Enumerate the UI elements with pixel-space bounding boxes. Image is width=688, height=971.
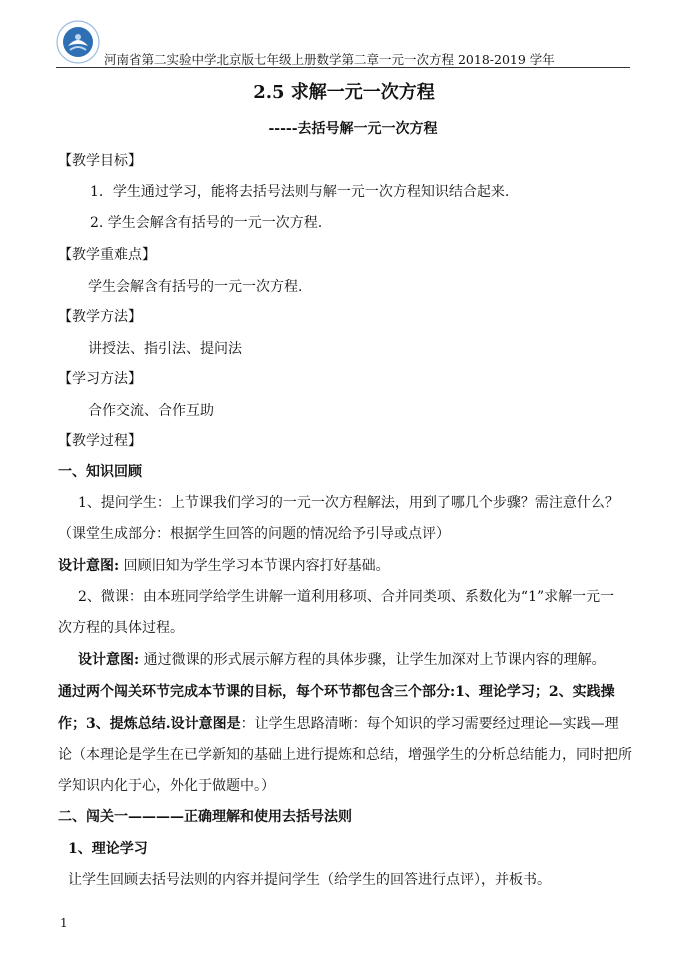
- theory-text: 让学生回顾去括号法则的内容并提问学生（给学生的回答进行点评），并板书。: [68, 872, 551, 888]
- theory-heading: 1、理论学习: [68, 841, 148, 857]
- goal-structure-line-2: [58, 713, 619, 733]
- key-points-heading: 【教学重难点】: [58, 247, 156, 263]
- design-intent-1: [58, 555, 390, 575]
- part2-heading: 二、闯关一————正确理解和使用去括号法则: [58, 809, 352, 825]
- goal-structure-line-1: 通过两个闯关环节完成本节课的目标，每个环节都包含三个部分:1、理论学习；2、实践操: [58, 684, 615, 700]
- goals-heading: 【教学目标】: [58, 153, 142, 169]
- study-method-heading: 【学习方法】: [58, 371, 142, 387]
- design-intent-2: [78, 649, 606, 669]
- teaching-method-heading: 【教学方法】: [58, 309, 142, 325]
- design-intent-2-label: 设计意图:: [78, 652, 140, 668]
- part1-heading: 一、知识回顾: [58, 464, 142, 480]
- goal-structure-text: ：让学生思路清晰：每个知识的学习需要经过理论—实践—理: [240, 716, 619, 732]
- teaching-method-text: 讲授法、指引法、提问法: [88, 341, 242, 357]
- goal-structure-bold: 作；3、提炼总结.设计意图是: [58, 716, 241, 732]
- school-logo: [56, 20, 100, 64]
- process-heading: 【教学过程】: [58, 433, 142, 449]
- design-intent-2-text: 通过微课的形式展示解方程的具体步骤，让学生加深对上节课内容的理解。: [143, 652, 606, 668]
- design-intent-1-text: 回顾旧知为学生学习本节课内容打好基础。: [123, 558, 390, 574]
- question-1: 1、提问学生：上节课我们学习的一元一次方程解法，用到了哪几个步骤？需注意什么？: [78, 495, 619, 511]
- page-subtitle: -----去括号解一元一次方程: [268, 121, 438, 137]
- key-points-text: 学生会解含有括号的一元一次方程.: [88, 279, 303, 295]
- micro-lesson-line-2: 次方程的具体过程。: [58, 620, 184, 636]
- goal-item-1: 1．学生通过学习，能将去括号法则与解一元一次方程知识结合起来.: [90, 184, 510, 200]
- question-1-note: （课堂生成部分：根据学生回答的问题的情况给予引导或点评）: [58, 526, 450, 542]
- micro-lesson-line-1: 2、微课：由本班同学给学生讲解一道利用移项、合并同类项、系数化为“1”求解一元一: [78, 589, 615, 605]
- header-rule: [56, 67, 630, 68]
- goal-item-2: 2. 学生会解含有括号的一元一次方程.: [90, 215, 323, 231]
- goal-structure-line-3: 论（本理论是学生在已学新知的基础上进行提炼和总结，增强学生的分析总结能力，同时把所: [58, 747, 632, 763]
- goal-structure-line-4: 学知识内化于心，外化于做题中。）: [58, 778, 275, 794]
- document-header: 河南省第二实验中学北京版七年级上册数学第二章一元一次方程 2018-2019 学年: [104, 52, 555, 67]
- design-intent-1-label: 设计意图:: [58, 558, 120, 574]
- page-title: 2.5 求解一元一次方程: [253, 82, 435, 103]
- study-method-text: 合作交流、合作互助: [88, 403, 214, 419]
- page-number: 1: [60, 916, 68, 930]
